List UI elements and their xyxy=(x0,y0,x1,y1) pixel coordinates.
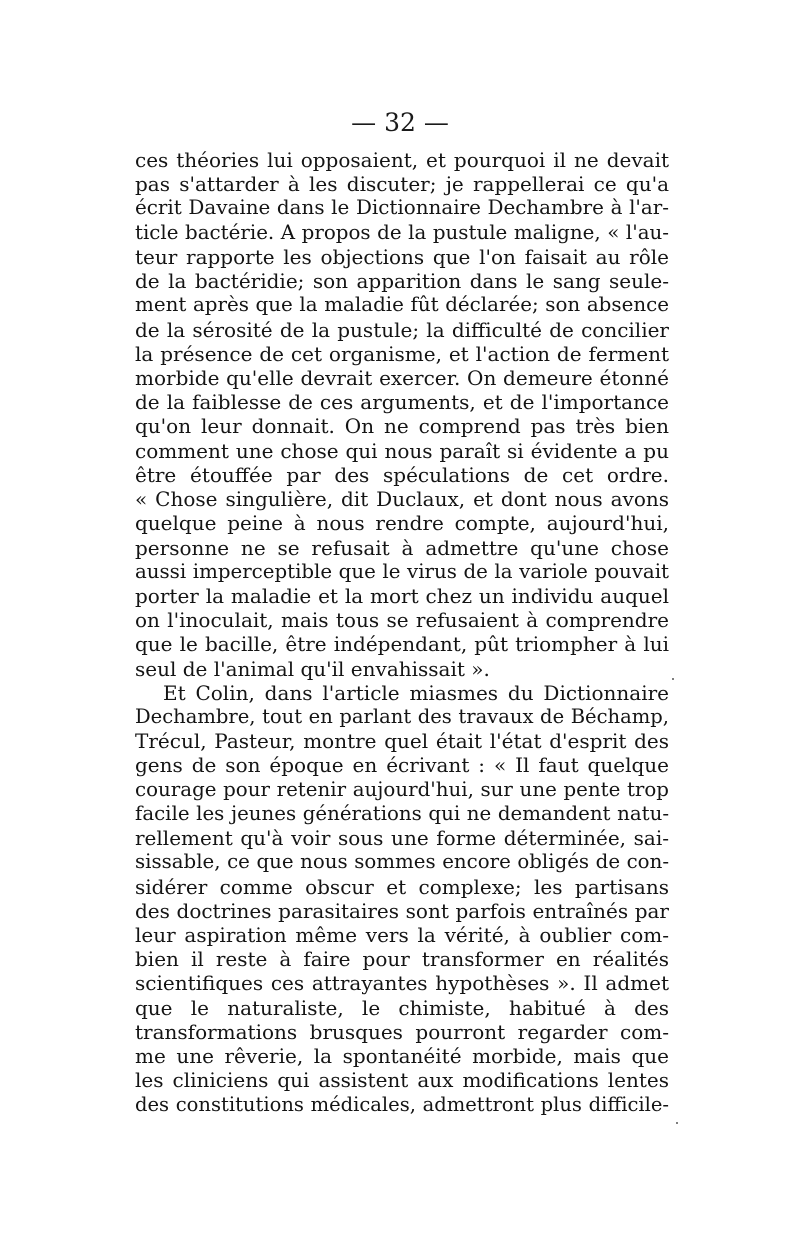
text-line: leur aspiration même vers la vérité, à oublier com- xyxy=(135,923,669,947)
text-line: écrit Davaine dans le Dictionnaire Dechambre à l'ar- xyxy=(135,196,669,220)
text-line: bien il reste à faire pour transformer en réalités xyxy=(135,947,669,972)
text-line: sidérer comme obscur et complexe; les partisans xyxy=(135,874,669,899)
print-speck xyxy=(672,678,674,680)
body-text xyxy=(135,148,669,1117)
text-line: ces théories lui opposaient, et pourquoi il ne devait xyxy=(135,148,669,172)
text-line: que le naturaliste, le chimiste, habitué à des xyxy=(135,995,669,1020)
text-line: on l'inoculait, mais tous se refusaient à comprendre xyxy=(135,608,669,633)
text-line: ment après que la maladie fût déclarée; son absence xyxy=(135,293,669,317)
text-line: gens de son époque en écrivant : « Il faut quelque xyxy=(135,753,669,778)
text-line: teur rapporte les objections que l'on faisait au rôle xyxy=(135,244,669,269)
page-number: — 32 — xyxy=(351,108,449,137)
text-line: rellement qu'à voir sous une forme déterminée, sai- xyxy=(135,826,669,851)
text-line: scientifiques ces attrayantes hypothèses ». Il admet xyxy=(135,971,669,996)
text-line: facile les jeunes générations qui ne demandent natu- xyxy=(135,801,669,825)
text-line: courage pour retenir aujourd'hui, sur une pente trop xyxy=(135,777,669,801)
text-line: comment une chose qui nous paraît si évidente a pu xyxy=(135,438,669,463)
text-line: Dechambre, tout en parlant des travaux de Béchamp, xyxy=(135,705,669,729)
print-speck xyxy=(676,1122,678,1124)
text-line: ticle bactérie. A propos de la pustule maligne, « l'au- xyxy=(135,220,669,244)
paragraph-last-line: seul de l'animal qu'il envahissait ». xyxy=(135,656,490,681)
text-line: Trécul, Pasteur, montre quel était l'état d'esprit des xyxy=(135,729,669,754)
text-line: quelque peine à nous rendre compte, aujourd'hui, xyxy=(135,511,669,536)
text-line: de la sérosité de la pustule; la difficulté de concilier xyxy=(135,317,669,342)
text-line: aussi imperceptible que le virus de la variole pouvait xyxy=(135,559,669,583)
text-line: de la faiblesse de ces arguments, et de l'importance xyxy=(135,390,669,415)
text-line: « Chose singulière, dit Duclaux, et dont nous avons xyxy=(135,487,669,512)
text-line: transformations brusques pourront regarder com- xyxy=(135,1019,669,1044)
text-line: sissable, ce que nous sommes encore obligés de con- xyxy=(135,850,669,874)
text-line: morbide qu'elle devrait exercer. On demeure étonné xyxy=(135,365,669,390)
text-line: les cliniciens qui assistent aux modifications lentes xyxy=(135,1068,669,1093)
text-line: me une rêverie, la spontanéité morbide, mais que xyxy=(135,1044,669,1069)
text-line: des doctrines parasitaires sont parfois entraînés par xyxy=(135,898,669,923)
text-line: que le bacille, être indépendant, pût triompher à lui xyxy=(135,632,669,657)
text-line: qu'on leur donnait. On ne comprend pas très bien xyxy=(135,414,669,439)
text-line: de la bactéridie; son apparition dans le sang seule- xyxy=(135,269,669,294)
text-line: pas s'attarder à les discuter; je rappellerai ce qu'a xyxy=(135,172,669,197)
paragraph-first-line: Et Colin, dans l'article miasmes du Dictionnaire xyxy=(163,680,669,705)
text-line: porter la maladie et la mort chez un individu auquel xyxy=(135,583,669,608)
text-line: des constitutions médicales, admettront plus difficile- xyxy=(135,1092,669,1116)
text-line: être étouffée par des spéculations de cet ordre. xyxy=(135,462,669,487)
text-line: la présence de cet organisme, et l'action de ferment xyxy=(135,341,669,366)
text-line: personne ne se refusait à admettre qu'une chose xyxy=(135,535,669,560)
